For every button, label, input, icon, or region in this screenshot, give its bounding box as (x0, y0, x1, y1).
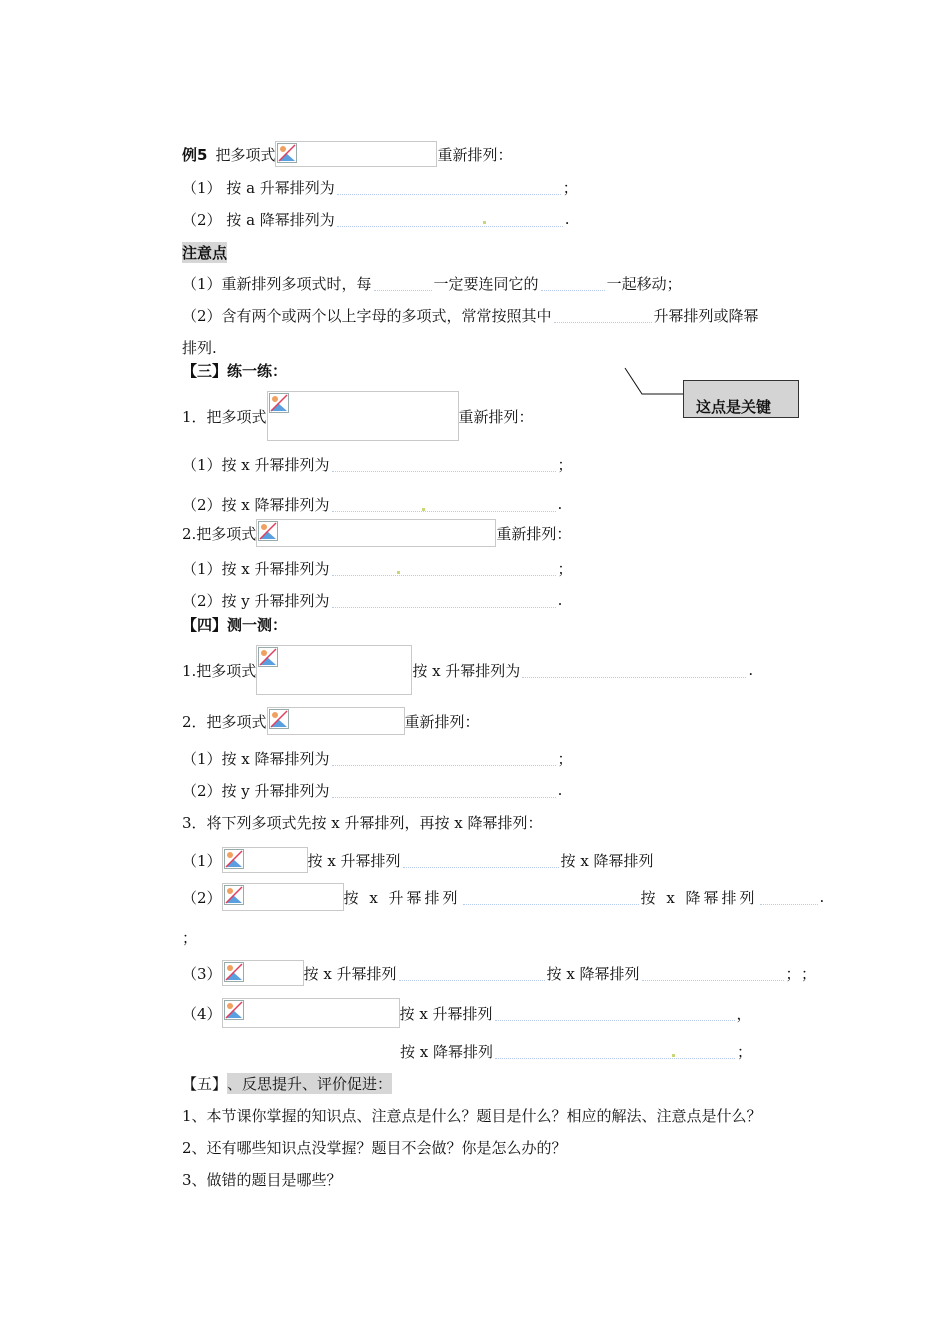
broken-image-icon (269, 393, 289, 413)
test-q3-text: 3．将下列多项式先按 x 升幂排列，再按 x 降幂排列： (182, 813, 543, 832)
answer-blank[interactable] (642, 966, 784, 981)
test-q3-item-4-desc (400, 1038, 752, 1064)
answer-blank[interactable] (522, 663, 746, 678)
practice-q2-item-2 (182, 587, 562, 613)
notes-line-3-text: 排列. (182, 338, 217, 357)
callout-text: 这点是关键 (696, 398, 772, 416)
broken-image-icon (224, 962, 244, 982)
practice-q1-item-2 (182, 491, 562, 517)
answer-blank[interactable] (332, 783, 556, 798)
polynomial-image (222, 883, 344, 911)
answer-blank[interactable] (374, 276, 432, 291)
test-heading-line (182, 611, 287, 637)
practice-q1-before: 1．把多项式 (182, 407, 267, 426)
practice-q2-item-1-text: （1）按 x 升幂排列为 (182, 559, 330, 578)
example5-before: 把多项式 (215, 145, 276, 164)
item-label: （1） (182, 851, 222, 870)
test-q1 (182, 644, 753, 696)
test-q2-item-1-end: ； (557, 749, 573, 768)
notes-line-2-a: （2）含有两个或两个以上字母的多项式，常常按照其中 (182, 306, 552, 325)
test-q2-item-1-text: （1）按 x 降幂排列为 (182, 749, 330, 768)
item-end: ；； (785, 964, 825, 983)
item-label: （3） (182, 964, 222, 983)
stray-mark (483, 221, 486, 224)
broken-image-icon (258, 647, 278, 667)
notes-line-1-b: 一定要连同它的 (433, 274, 539, 293)
item-end: . (819, 888, 825, 906)
example5-item-2-end: . (564, 210, 570, 228)
notes-line-1 (182, 270, 682, 296)
practice-q2-after: 重新排列： (496, 524, 572, 543)
answer-blank[interactable] (332, 561, 556, 576)
example5-item-2-text: （2） 按 a 降幂排列为 (182, 210, 335, 229)
practice-q1-after: 重新排列： (458, 407, 534, 426)
example5-item-1-text: （1） 按 a 升幂排列为 (182, 178, 335, 197)
test-q3-item-4 (182, 996, 752, 1030)
polynomial-image (222, 960, 304, 986)
polynomial-image (222, 847, 308, 873)
callout-box (683, 380, 799, 418)
practice-heading-line (182, 357, 287, 383)
notes-line-1-a: （1）重新排列多项式时，每 (182, 274, 372, 293)
test-q3 (182, 809, 543, 835)
test-q2-item-2-end: . (557, 781, 563, 799)
answer-blank[interactable] (337, 180, 561, 195)
descending-label: 按 x 降幂排列 (560, 851, 654, 870)
answer-blank[interactable] (463, 890, 639, 905)
broken-image-icon (224, 1000, 244, 1020)
practice-q1-item-2-text: （2）按 x 降幂排列为 (182, 495, 330, 514)
answer-blank[interactable] (337, 212, 563, 227)
reflect-line-3-text: 3、做错的题目是哪些？ (182, 1170, 342, 1189)
test-q2-item-2 (182, 777, 562, 803)
item-end: ； (737, 1042, 753, 1061)
broken-image-icon (277, 143, 297, 163)
practice-heading: 【三】练一练： (182, 361, 288, 380)
example5-line (182, 141, 512, 167)
broken-image-icon (224, 849, 244, 869)
ascending-label: 按 x 升幂排列 (307, 851, 401, 870)
descending-label: 按 x 降幂排列 (640, 888, 758, 907)
test-q2-item-2-text: （2）按 y 升幂排列为 (182, 781, 330, 800)
polynomial-image (267, 707, 405, 735)
reflect-heading-a: 【五】 (182, 1074, 228, 1093)
practice-q2-before: 2.把多项式 (182, 524, 257, 543)
notes-line-2 (182, 302, 759, 328)
broken-image-icon (269, 709, 289, 729)
ascending-label: 按 x 升幂排列 (343, 888, 461, 907)
polynomial-image (267, 391, 459, 441)
example5-item-1 (182, 174, 578, 200)
ascending-label: 按 x 升幂排列 (303, 964, 397, 983)
answer-blank[interactable] (332, 457, 556, 472)
test-q2 (182, 706, 480, 736)
descending-label: 按 x 降幂排列 (546, 964, 640, 983)
test-q1-before: 1.把多项式 (182, 661, 257, 680)
notes-line-2-b: 升幂排列或降幂 (653, 306, 759, 325)
practice-q2-item-1 (182, 555, 573, 581)
item-end: ， (736, 1004, 752, 1023)
practice-q1-item-1-text: （1）按 x 升幂排列为 (182, 455, 330, 474)
answer-blank[interactable] (403, 853, 559, 868)
test-heading: 【四】测一测： (182, 615, 288, 634)
test-q2-item-1 (182, 745, 573, 771)
test-q3-item-2 (182, 882, 824, 912)
practice-q1-item-2-end: . (557, 495, 563, 513)
example5-title: 例5 (182, 145, 208, 164)
reflect-line-1-text: 1、本节课你掌握的知识点、注意点是什么？题目是什么？相应的解法、注意点是什么？ (182, 1106, 762, 1125)
answer-blank[interactable] (495, 1006, 735, 1021)
reflect-line-1 (182, 1102, 762, 1128)
practice-q1 (182, 390, 534, 442)
practice-q2-item-2-end: . (557, 591, 563, 609)
reflect-line-3 (182, 1166, 342, 1192)
reflect-heading-line (182, 1070, 392, 1096)
practice-q2-item-2-text: （2）按 y 升幂排列为 (182, 591, 330, 610)
notes-line-1-c: 一起移动； (606, 274, 682, 293)
practice-q2 (182, 520, 571, 546)
test-q3-item-3 (182, 958, 824, 988)
practice-q1-item-1-end: ； (557, 455, 573, 474)
reflect-line-2 (182, 1134, 567, 1160)
test-q3-item-2-cont (182, 924, 197, 950)
answer-blank[interactable] (332, 751, 556, 766)
test-q1-end: . (748, 661, 754, 679)
polynomial-image (256, 519, 496, 547)
answer-blank[interactable] (332, 497, 556, 512)
item-label: （2） (182, 888, 222, 907)
answer-blank[interactable] (760, 890, 818, 905)
answer-blank[interactable] (495, 1044, 735, 1059)
callout-pointer (620, 364, 690, 400)
stray-mark (422, 508, 425, 511)
practice-q1-item-1 (182, 451, 573, 477)
test-q2-after: 重新排列： (404, 712, 480, 731)
polynomial-image (256, 645, 412, 695)
reflect-heading-b: 、反思提升、评价促进： (227, 1074, 393, 1093)
reflect-line-2-text: 2、还有哪些知识点没掌握？题目不会做？你是怎么办的？ (182, 1138, 567, 1157)
item-continuation: ； (182, 928, 198, 947)
item-label: （4） (182, 1004, 222, 1023)
stray-mark (397, 571, 400, 574)
practice-q2-item-1-end: ； (557, 559, 573, 578)
notes-heading: 注意点 (182, 243, 228, 262)
broken-image-icon (258, 521, 278, 541)
test-q3-item-1 (182, 845, 654, 875)
test-q2-before: 2．把多项式 (182, 712, 267, 731)
example5-item-1-end: ； (562, 178, 578, 197)
answer-blank[interactable] (399, 966, 545, 981)
example5-after: 重新排列： (437, 145, 513, 164)
descending-label: 按 x 降幂排列 (400, 1042, 493, 1061)
test-q1-after: 按 x 升幂排列为 (412, 661, 521, 680)
notes-heading-line (182, 239, 227, 265)
example5-item-2 (182, 206, 570, 232)
answer-blank[interactable] (332, 593, 556, 608)
polynomial-image (222, 998, 400, 1028)
answer-blank[interactable] (541, 276, 605, 291)
answer-blank[interactable] (554, 308, 652, 323)
ascending-label: 按 x 升幂排列 (399, 1004, 493, 1023)
polynomial-image (275, 141, 437, 167)
broken-image-icon (224, 885, 244, 905)
stray-mark (672, 1054, 675, 1057)
